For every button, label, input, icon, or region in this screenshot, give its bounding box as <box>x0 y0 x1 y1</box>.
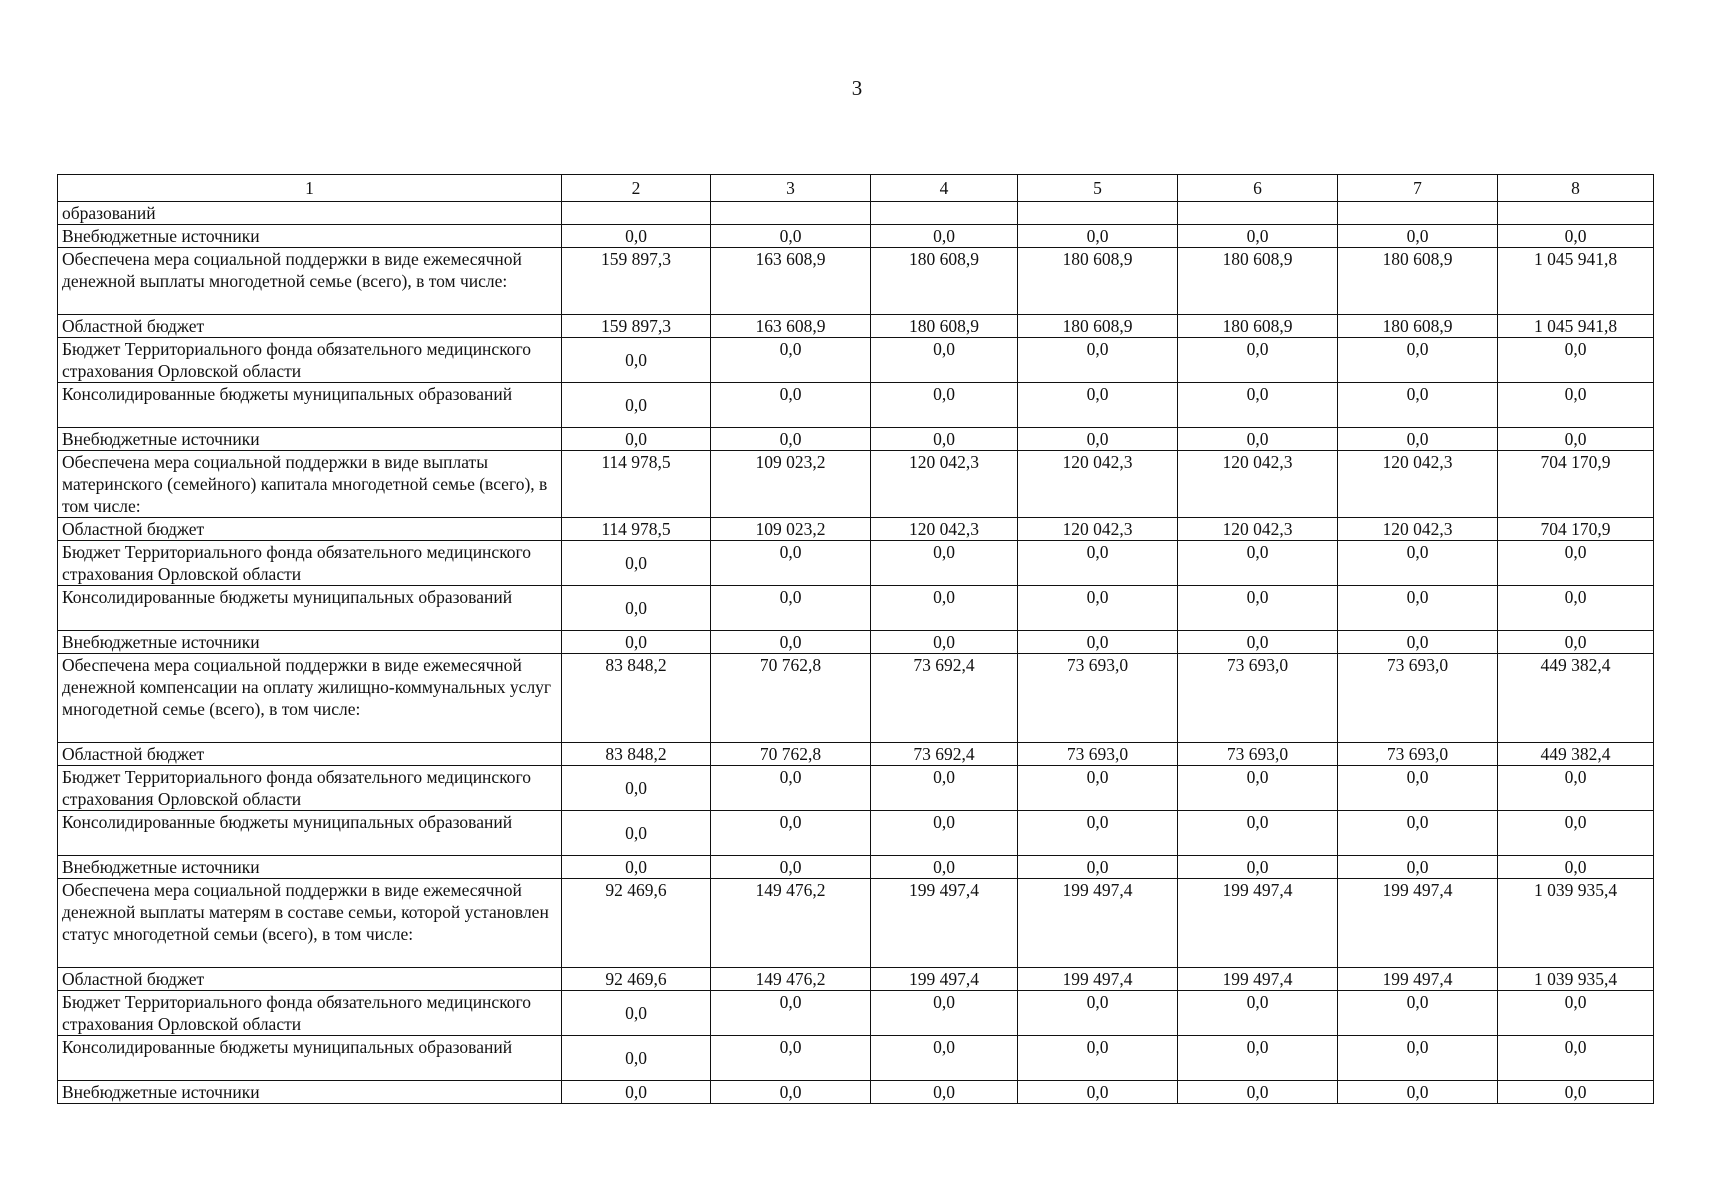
value-cell: 120 042,3 <box>871 451 1018 518</box>
value-cell: 0,0 <box>871 541 1018 586</box>
value-cell: 114 978,5 <box>562 518 711 541</box>
value-cell <box>1178 202 1338 225</box>
value-cell: 0,0 <box>1498 428 1654 451</box>
table-row <box>58 1081 1654 1104</box>
value-cell: 0,0 <box>1498 991 1654 1036</box>
value-cell: 0,0 <box>1178 766 1338 811</box>
row-label: Консолидированные бюджеты муниципальных образований <box>58 811 562 856</box>
value-cell: 180 608,9 <box>1018 248 1178 315</box>
value-cell: 0,0 <box>1338 856 1498 879</box>
value-cell: 0,0 <box>711 856 871 879</box>
value-cell: 149 476,2 <box>711 879 871 968</box>
value-cell: 199 497,4 <box>1338 879 1498 968</box>
value-cell: 0,0 <box>1178 1081 1338 1104</box>
table-row <box>58 631 1654 654</box>
value-cell: 0,0 <box>1178 631 1338 654</box>
value-cell: 159 897,3 <box>562 248 711 315</box>
value-cell: 0,0 <box>871 991 1018 1036</box>
page-number: 3 <box>851 76 863 100</box>
value-cell: 449 382,4 <box>1498 743 1654 766</box>
value-cell: 159 897,3 <box>562 315 711 338</box>
column-header: 6 <box>1178 175 1338 202</box>
value-cell: 0,0 <box>871 811 1018 856</box>
value-cell: 0,0 <box>1338 428 1498 451</box>
value-cell: 163 608,9 <box>711 315 871 338</box>
value-cell: 73 693,0 <box>1018 743 1178 766</box>
value-cell: 1 045 941,8 <box>1498 248 1654 315</box>
value-cell: 0,0 <box>1338 586 1498 631</box>
value-cell: 0,0 <box>1338 1036 1498 1081</box>
table-row <box>58 518 1654 541</box>
value-cell: 0,0 <box>711 383 871 428</box>
row-label: Областной бюджет <box>58 743 562 766</box>
value-cell: 199 497,4 <box>1018 879 1178 968</box>
value-cell: 0,0 <box>562 766 711 811</box>
value-cell: 92 469,6 <box>562 879 711 968</box>
row-label: Бюджет Территориального фонда обязательного медицинского страхования Орловской области <box>58 991 562 1036</box>
value-cell: 0,0 <box>1018 811 1178 856</box>
value-cell: 73 693,0 <box>1018 654 1178 743</box>
value-cell: 0,0 <box>1018 991 1178 1036</box>
row-label: Консолидированные бюджеты муниципальных образований <box>58 383 562 428</box>
value-cell <box>711 202 871 225</box>
row-label: образований <box>58 202 562 225</box>
value-cell: 199 497,4 <box>871 879 1018 968</box>
table-row <box>58 225 1654 248</box>
table-row <box>58 766 1654 811</box>
value-cell <box>1018 202 1178 225</box>
value-cell: 180 608,9 <box>1338 315 1498 338</box>
value-cell: 73 693,0 <box>1178 743 1338 766</box>
table-row <box>58 202 1654 225</box>
row-label: Обеспечена мера социальной поддержки в виде ежемесячной денежной компенсации на оплату жилищно-коммунальных услуг многодетной семье (всего), в том числе: <box>58 654 562 743</box>
value-cell: 120 042,3 <box>1178 518 1338 541</box>
value-cell: 120 042,3 <box>1338 518 1498 541</box>
value-cell: 0,0 <box>1018 383 1178 428</box>
value-cell: 163 608,9 <box>711 248 871 315</box>
value-cell: 0,0 <box>1498 1036 1654 1081</box>
row-label: Внебюджетные источники <box>58 631 562 654</box>
value-cell: 0,0 <box>871 856 1018 879</box>
value-cell: 0,0 <box>562 428 711 451</box>
value-cell: 0,0 <box>1018 631 1178 654</box>
table-row <box>58 541 1654 586</box>
value-cell: 0,0 <box>1018 856 1178 879</box>
value-cell: 199 497,4 <box>871 968 1018 991</box>
value-cell: 0,0 <box>1498 541 1654 586</box>
table-row <box>58 248 1654 315</box>
value-cell: 0,0 <box>871 338 1018 383</box>
table-body <box>58 202 1654 1104</box>
table-row <box>58 338 1654 383</box>
column-header: 5 <box>1018 175 1178 202</box>
column-header: 2 <box>562 175 711 202</box>
row-label: Внебюджетные источники <box>58 225 562 248</box>
value-cell: 0,0 <box>562 586 711 631</box>
row-label: Консолидированные бюджеты муниципальных образований <box>58 1036 562 1081</box>
value-cell: 1 039 935,4 <box>1498 879 1654 968</box>
table-row <box>58 315 1654 338</box>
value-cell: 0,0 <box>711 1036 871 1081</box>
value-cell: 0,0 <box>711 338 871 383</box>
value-cell: 180 608,9 <box>871 315 1018 338</box>
value-cell: 0,0 <box>562 338 711 383</box>
value-cell: 0,0 <box>1018 766 1178 811</box>
value-cell: 0,0 <box>1498 1081 1654 1104</box>
value-cell: 0,0 <box>1178 991 1338 1036</box>
value-cell: 0,0 <box>562 631 711 654</box>
row-label: Обеспечена мера социальной поддержки в виде выплаты материнского (семейного) капитала многодетной семье (всего), в том числе: <box>58 451 562 518</box>
value-cell: 704 170,9 <box>1498 451 1654 518</box>
value-cell: 199 497,4 <box>1178 968 1338 991</box>
value-cell: 120 042,3 <box>1018 451 1178 518</box>
table-row <box>58 968 1654 991</box>
row-label: Обеспечена мера социальной поддержки в виде ежемесячной денежной выплаты матерям в составе семьи, которой установлен статус многодетной семьи (всего), в том числе: <box>58 879 562 968</box>
row-label: Областной бюджет <box>58 518 562 541</box>
value-cell: 0,0 <box>1018 1081 1178 1104</box>
column-header: 3 <box>711 175 871 202</box>
value-cell: 73 692,4 <box>871 654 1018 743</box>
value-cell: 114 978,5 <box>562 451 711 518</box>
value-cell: 199 497,4 <box>1178 879 1338 968</box>
value-cell: 0,0 <box>711 766 871 811</box>
value-cell: 0,0 <box>711 811 871 856</box>
table-row <box>58 811 1654 856</box>
value-cell: 109 023,2 <box>711 451 871 518</box>
value-cell: 180 608,9 <box>1178 315 1338 338</box>
value-cell: 1 039 935,4 <box>1498 968 1654 991</box>
table-row <box>58 856 1654 879</box>
table-row <box>58 991 1654 1036</box>
value-cell: 0,0 <box>1338 766 1498 811</box>
value-cell: 73 693,0 <box>1338 743 1498 766</box>
value-cell: 0,0 <box>871 1081 1018 1104</box>
value-cell: 0,0 <box>1498 338 1654 383</box>
row-label: Бюджет Территориального фонда обязательного медицинского страхования Орловской области <box>58 541 562 586</box>
value-cell: 0,0 <box>1498 811 1654 856</box>
row-label: Областной бюджет <box>58 968 562 991</box>
table-row <box>58 383 1654 428</box>
value-cell: 0,0 <box>1338 541 1498 586</box>
value-cell: 0,0 <box>1178 1036 1338 1081</box>
value-cell: 0,0 <box>871 766 1018 811</box>
row-label: Областной бюджет <box>58 315 562 338</box>
table-row <box>58 586 1654 631</box>
column-header: 8 <box>1498 175 1654 202</box>
row-label: Внебюджетные источники <box>58 856 562 879</box>
value-cell: 109 023,2 <box>711 518 871 541</box>
value-cell: 0,0 <box>1018 338 1178 383</box>
value-cell: 449 382,4 <box>1498 654 1654 743</box>
row-label: Внебюджетные источники <box>58 428 562 451</box>
value-cell: 0,0 <box>1498 631 1654 654</box>
value-cell: 0,0 <box>1498 225 1654 248</box>
row-label: Бюджет Территориального фонда обязательного медицинского страхования Орловской области <box>58 338 562 383</box>
value-cell: 0,0 <box>562 225 711 248</box>
value-cell <box>562 202 711 225</box>
value-cell: 0,0 <box>711 225 871 248</box>
value-cell: 0,0 <box>1498 766 1654 811</box>
value-cell: 0,0 <box>562 1036 711 1081</box>
value-cell: 0,0 <box>562 991 711 1036</box>
value-cell: 180 608,9 <box>1338 248 1498 315</box>
table-row <box>58 743 1654 766</box>
table-row <box>58 428 1654 451</box>
header-row <box>58 175 1654 202</box>
value-cell: 0,0 <box>1498 856 1654 879</box>
value-cell: 120 042,3 <box>871 518 1018 541</box>
value-cell: 0,0 <box>871 586 1018 631</box>
value-cell: 0,0 <box>1018 225 1178 248</box>
value-cell: 0,0 <box>1498 383 1654 428</box>
value-cell: 0,0 <box>1018 1036 1178 1081</box>
value-cell: 0,0 <box>1338 631 1498 654</box>
value-cell: 0,0 <box>871 383 1018 428</box>
value-cell: 73 693,0 <box>1178 654 1338 743</box>
value-cell: 73 692,4 <box>871 743 1018 766</box>
value-cell: 0,0 <box>871 428 1018 451</box>
row-label: Консолидированные бюджеты муниципальных образований <box>58 586 562 631</box>
value-cell: 0,0 <box>1178 856 1338 879</box>
table-row <box>58 879 1654 968</box>
value-cell: 1 045 941,8 <box>1498 315 1654 338</box>
value-cell <box>1338 202 1498 225</box>
value-cell: 0,0 <box>562 811 711 856</box>
value-cell: 0,0 <box>1178 338 1338 383</box>
value-cell: 120 042,3 <box>1018 518 1178 541</box>
value-cell: 0,0 <box>1178 428 1338 451</box>
table-row <box>58 1036 1654 1081</box>
value-cell: 149 476,2 <box>711 968 871 991</box>
value-cell: 70 762,8 <box>711 743 871 766</box>
value-cell <box>871 202 1018 225</box>
value-cell: 0,0 <box>1338 383 1498 428</box>
value-cell: 0,0 <box>1338 1081 1498 1104</box>
value-cell: 0,0 <box>1338 991 1498 1036</box>
value-cell: 0,0 <box>871 1036 1018 1081</box>
value-cell: 83 848,2 <box>562 743 711 766</box>
value-cell: 0,0 <box>1178 586 1338 631</box>
value-cell: 199 497,4 <box>1338 968 1498 991</box>
value-cell: 0,0 <box>1338 338 1498 383</box>
value-cell: 199 497,4 <box>1018 968 1178 991</box>
column-header: 4 <box>871 175 1018 202</box>
value-cell: 0,0 <box>711 428 871 451</box>
value-cell: 0,0 <box>1178 541 1338 586</box>
budget-table <box>57 174 1654 1104</box>
value-cell: 0,0 <box>711 991 871 1036</box>
value-cell: 0,0 <box>1338 811 1498 856</box>
column-header: 7 <box>1338 175 1498 202</box>
value-cell: 180 608,9 <box>1178 248 1338 315</box>
value-cell: 0,0 <box>562 856 711 879</box>
value-cell: 180 608,9 <box>871 248 1018 315</box>
row-label: Бюджет Территориального фонда обязательного медицинского страхования Орловской области <box>58 766 562 811</box>
value-cell: 0,0 <box>1018 428 1178 451</box>
value-cell: 73 693,0 <box>1338 654 1498 743</box>
value-cell: 0,0 <box>1178 383 1338 428</box>
row-label: Обеспечена мера социальной поддержки в виде ежемесячной денежной выплаты многодетной семье (всего), в том числе: <box>58 248 562 315</box>
value-cell: 83 848,2 <box>562 654 711 743</box>
value-cell: 0,0 <box>562 541 711 586</box>
value-cell: 0,0 <box>711 586 871 631</box>
value-cell: 704 170,9 <box>1498 518 1654 541</box>
value-cell: 70 762,8 <box>711 654 871 743</box>
value-cell: 0,0 <box>871 631 1018 654</box>
column-header: 1 <box>58 175 562 202</box>
value-cell: 0,0 <box>562 1081 711 1104</box>
value-cell <box>1498 202 1654 225</box>
value-cell: 0,0 <box>1178 225 1338 248</box>
value-cell: 0,0 <box>871 225 1018 248</box>
value-cell: 0,0 <box>1338 225 1498 248</box>
value-cell: 92 469,6 <box>562 968 711 991</box>
value-cell: 0,0 <box>711 1081 871 1104</box>
row-label: Внебюджетные источники <box>58 1081 562 1104</box>
value-cell: 120 042,3 <box>1338 451 1498 518</box>
value-cell: 120 042,3 <box>1178 451 1338 518</box>
value-cell: 0,0 <box>711 541 871 586</box>
value-cell: 0,0 <box>1018 586 1178 631</box>
table-row <box>58 451 1654 518</box>
value-cell: 0,0 <box>1178 811 1338 856</box>
value-cell: 0,0 <box>1018 541 1178 586</box>
value-cell: 0,0 <box>562 383 711 428</box>
value-cell: 180 608,9 <box>1018 315 1178 338</box>
value-cell: 0,0 <box>1498 586 1654 631</box>
table-row <box>58 654 1654 743</box>
value-cell: 0,0 <box>711 631 871 654</box>
